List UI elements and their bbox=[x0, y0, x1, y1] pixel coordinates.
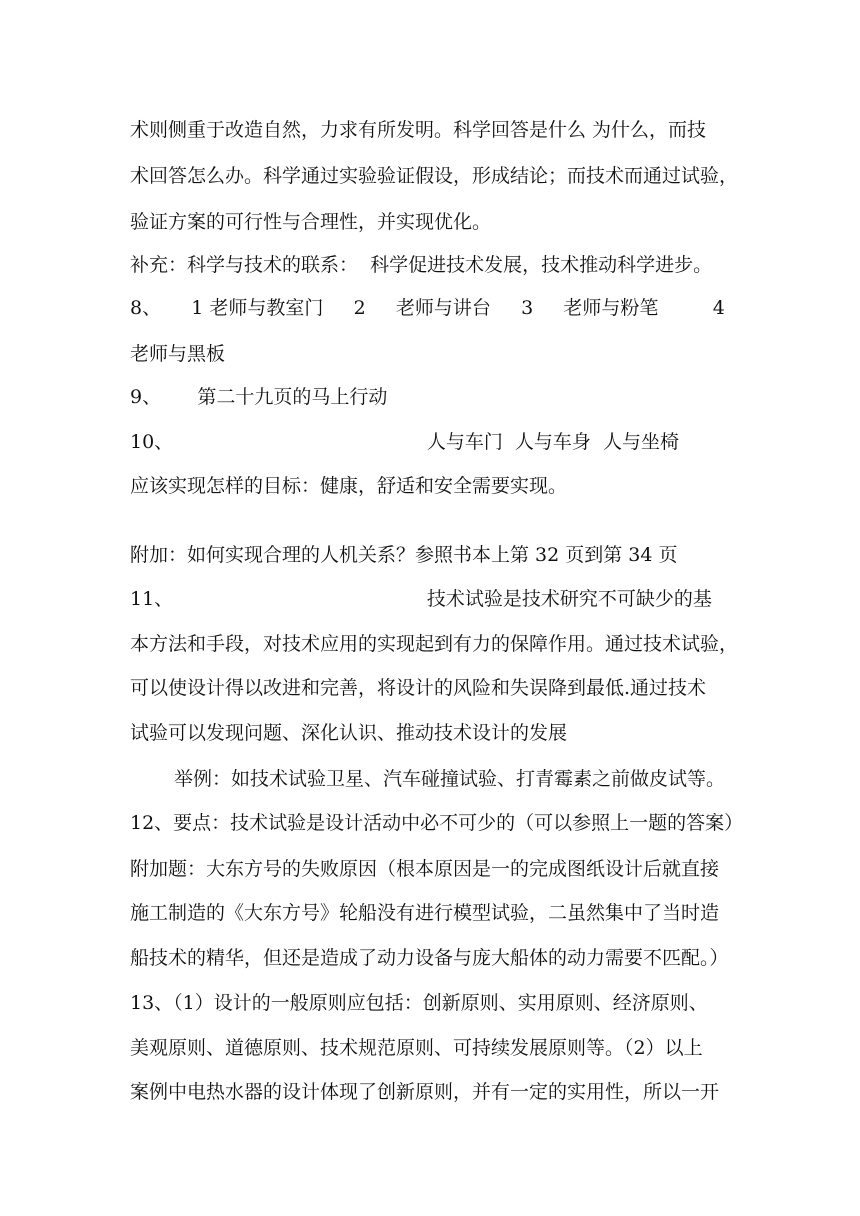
text-line: 施工制造的《大东方号》轮船没有进行模型试验，二虽然集中了当时造 bbox=[130, 902, 720, 924]
text-line: 应该实现怎样的目标：健康，舒适和安全需要实现。 bbox=[130, 475, 568, 497]
text-line: 试验可以发现问题、深化认识、推动技术设计的发展 bbox=[130, 722, 568, 744]
text-line: 10、 人与车门 人与车身 人与坐椅 bbox=[130, 431, 679, 453]
text-line: 本方法和手段，对技术应用的实现起到有力的保障作用。通过技术试验， bbox=[130, 633, 739, 655]
text-line: 验证方案的可行性与合理性，并实现优化。 bbox=[130, 211, 492, 233]
text-line: 术回答怎么办。科学通过实验验证假设，形成结论；而技术而通过试验， bbox=[130, 165, 739, 187]
text-line: 12、要点：技术试验是设计活动中必不可少的（可以参照上一题的答案） bbox=[130, 812, 744, 834]
text-line: 举例：如技术试验卫星、汽车碰撞试验、打青霉素之前做皮试等。 bbox=[174, 768, 726, 790]
text-line: 8、 1 老师与教室门 2 老师与讲台 3 老师与粉笔 4 bbox=[130, 297, 725, 319]
text-line: 老师与黑板 bbox=[130, 343, 226, 365]
text-line: 13、（1）设计的一般原则应包括：创新原则、实用原则、经济原则、 bbox=[130, 992, 708, 1014]
text-line: 船技术的精华，但还是造成了动力设备与庞大船体的动力需要不匹配。） bbox=[130, 947, 729, 969]
text-line: 11、 技术试验是技术研究不可缺少的基 bbox=[130, 588, 712, 610]
text-line: 附加题：大东方号的失败原因（根本原因是一的完成图纸设计后就直接 bbox=[130, 858, 720, 880]
text-line: 补充：科学与技术的联系： 科学促进技术发展，技术推动科学进步。 bbox=[130, 254, 713, 276]
text-line: 美观原则、道德原则、技术规范原则、可持续发展原则等。（2）以上 bbox=[130, 1037, 703, 1059]
text-line: 可以使设计得以改进和完善，将设计的风险和失误降到最低.通过技术 bbox=[130, 677, 707, 699]
text-line: 案例中电热水器的设计体现了创新原则，并有一定的实用性，所以一开 bbox=[130, 1081, 720, 1103]
text-line: 附加：如何实现合理的人机关系？参照书本上第 32 页到第 34 页 bbox=[130, 544, 678, 566]
text-line: 9、 第二十九页的马上行动 bbox=[130, 386, 388, 408]
text-line: 术则侧重于改造自然，力求有所发明。科学回答是什么 为什么，而技 bbox=[130, 119, 707, 141]
